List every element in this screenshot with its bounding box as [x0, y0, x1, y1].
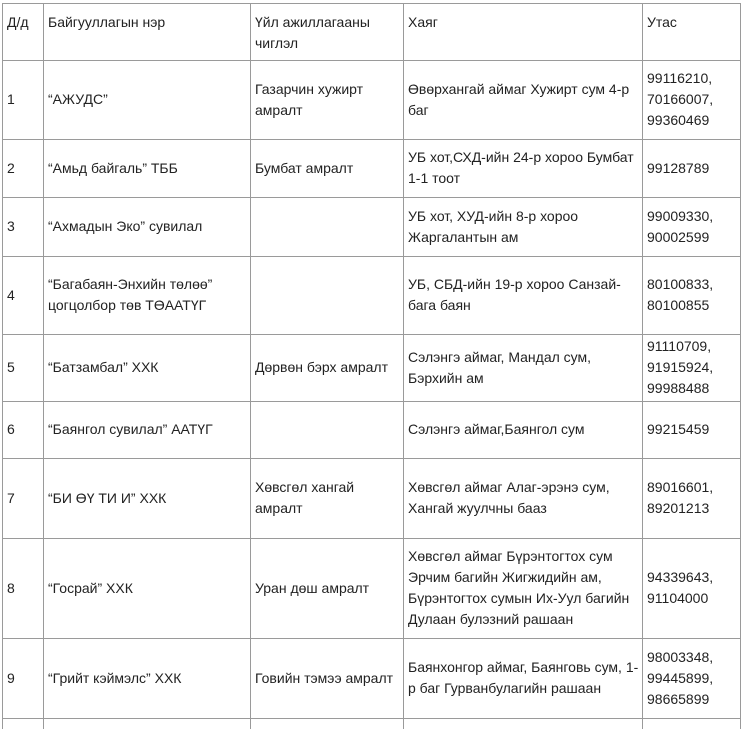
address-cell: Хөвсгөл аймаг Бүрэнтогтох сум Эрчим багийн Жигжидийн ам, Бүрэнтогтох сумын Их-Уул багийн Дулаан булэзний рашаан [404, 539, 643, 639]
index-cell: 3 [3, 198, 44, 257]
org-name-cell: “АЖУДС” [44, 61, 251, 140]
org-name-cell: “Багабаян-Энхийн төлөө” цогцолбор төв ТӨААТҮГ [44, 257, 251, 335]
index-cell: 9 [3, 639, 44, 719]
phone-cell: 98003348, 99445899, 98665899 [643, 639, 741, 719]
empty-cell [3, 719, 44, 729]
address-cell: Сэлэнгэ аймаг,Баянгол сум [404, 402, 643, 459]
table-row-cut-off [3, 719, 741, 729]
org-name-cell: “Ахмадын Эко” сувилал [44, 198, 251, 257]
empty-cell [44, 719, 251, 729]
table-row [3, 61, 741, 140]
phone-cell: 99128789 [643, 140, 741, 198]
index-cell: 1 [3, 61, 44, 140]
index-cell: 6 [3, 402, 44, 459]
org-name-cell: “Грийт кэймэлс” ХХК [44, 639, 251, 719]
address-cell: Өвөрхангай аймаг Хужирт сум 4-р баг [404, 61, 643, 140]
phone-cell: 94339643, 91104000 [643, 539, 741, 639]
address-cell: Баянхонгор аймаг, Баянговь сум, 1-р баг Гурванбулагийн рашаан [404, 639, 643, 719]
activity-cell: Говийн тэмээ амралт [251, 639, 404, 719]
table-row [3, 198, 741, 257]
address-cell: УБ хот, ХУД-ийн 8-р хороо Жаргалантын ам [404, 198, 643, 257]
phone-cell: 99215459 [643, 402, 741, 459]
org-name-cell: “Амьд байгаль” ТББ [44, 140, 251, 198]
table-row [3, 459, 741, 539]
address-cell: УБ хот,СХД-ийн 24-р хороо Бумбат 1-1 тоот [404, 140, 643, 198]
address-cell: Хөвсгөл аймаг Алаг-эрэнэ сум, Хангай жуулчны бааз [404, 459, 643, 539]
phone-cell: 80100833, 80100855 [643, 257, 741, 335]
empty-cell [251, 719, 404, 729]
header-cell-address: Хаяг [404, 4, 643, 61]
activity-cell [251, 257, 404, 335]
index-cell: 8 [3, 539, 44, 639]
header-cell-activity: Үйл ажиллагааны чиглэл [251, 4, 404, 61]
table-row [3, 140, 741, 198]
address-cell: Сэлэнгэ аймаг, Мандал сум, Бэрхийн ам [404, 335, 643, 402]
activity-cell [251, 198, 404, 257]
org-name-cell: “Баянгол сувилал” ААТҮГ [44, 402, 251, 459]
org-name-cell: “Батзамбал” ХХК [44, 335, 251, 402]
activity-cell: Уран дөш амралт [251, 539, 404, 639]
index-cell: 4 [3, 257, 44, 335]
table-row [3, 639, 741, 719]
table-row [3, 402, 741, 459]
activity-cell: Газарчин хужирт амралт [251, 61, 404, 140]
index-cell: 2 [3, 140, 44, 198]
table-row [3, 335, 741, 402]
phone-cell: 99116210, 70166007, 99360469 [643, 61, 741, 140]
phone-cell: 89016601, 89201213 [643, 459, 741, 539]
header-cell-phone: Утас [643, 4, 741, 61]
table-header-row [3, 4, 741, 61]
header-cell-name: Байгууллагын нэр [44, 4, 251, 61]
table-row [3, 257, 741, 335]
header-cell-index: Д/д [3, 4, 44, 61]
activity-cell: Бумбат амралт [251, 140, 404, 198]
phone-cell: 91110709, 91915924, 99988488 [643, 335, 741, 402]
index-cell: 7 [3, 459, 44, 539]
activity-cell [251, 402, 404, 459]
table-row [3, 539, 741, 639]
address-cell: УБ, СБД-ийн 19-р хороо Санзай-бага баян [404, 257, 643, 335]
phone-cell: 99009330, 90002599 [643, 198, 741, 257]
organizations-table [2, 3, 741, 729]
activity-cell: Хөвсгөл хангай амралт [251, 459, 404, 539]
org-name-cell: “Госрай” ХХК [44, 539, 251, 639]
empty-cell [404, 719, 643, 729]
index-cell: 5 [3, 335, 44, 402]
activity-cell: Дөрвөн бэрх амралт [251, 335, 404, 402]
org-name-cell: “БИ ӨҮ ТИ И” ХХК [44, 459, 251, 539]
empty-cell [643, 719, 741, 729]
